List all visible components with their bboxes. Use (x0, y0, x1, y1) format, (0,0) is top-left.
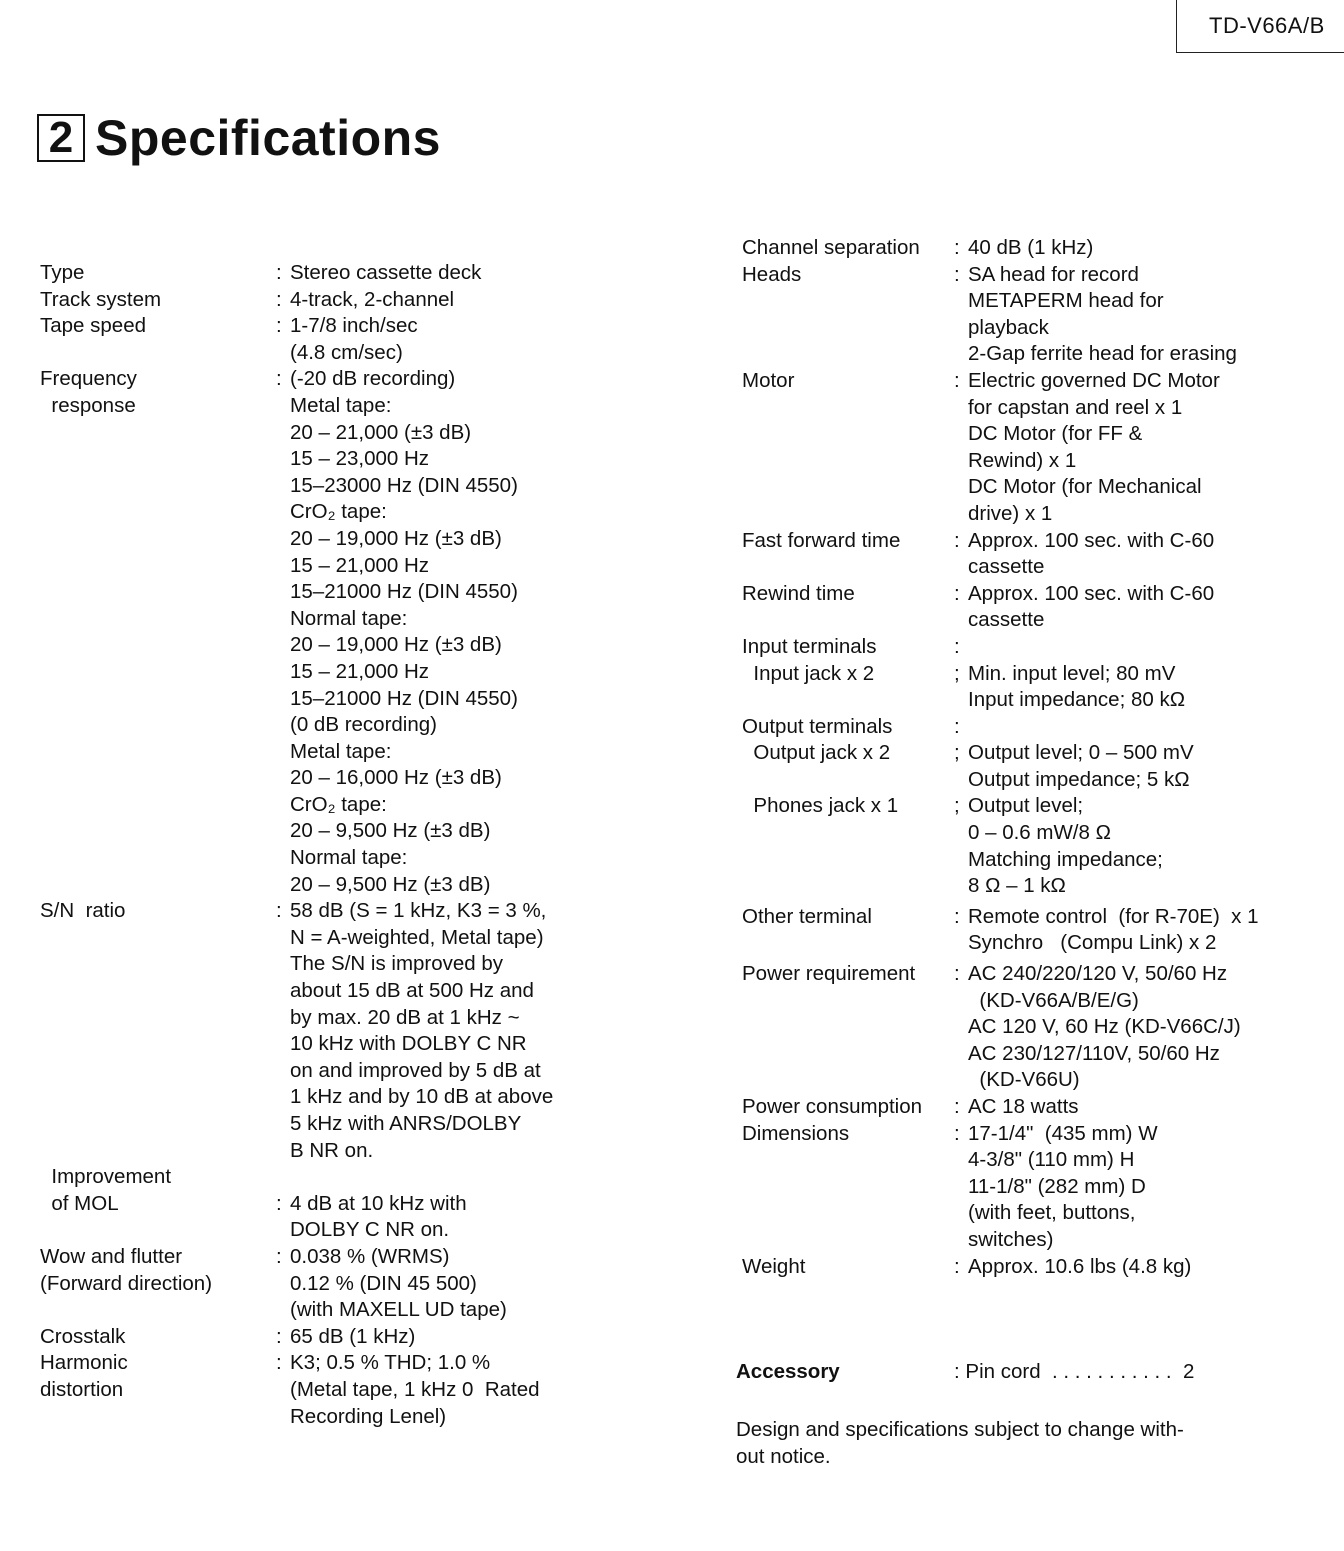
spec-value-line: DOLBY C NR on. (290, 1218, 450, 1242)
spec-values (968, 262, 1342, 368)
spec-row (742, 262, 1342, 368)
spec-separator: ; (954, 741, 960, 765)
spec-value-line: K3; 0.5 % THD; 1.0 % (290, 1351, 491, 1375)
spec-row (742, 1094, 1342, 1121)
spec-value-line: 20 – 9,500 Hz (±3 dB) (290, 819, 491, 843)
spec-value-line: AC 120 V, 60 Hz (KD-V66C/J) (968, 1015, 1241, 1039)
spec-value-line: (-20 dB recording) (290, 367, 456, 391)
spec-label: Output terminals (742, 714, 893, 738)
spec-value-line: AC 240/220/120 V, 50/60 Hz (968, 962, 1228, 986)
spec-separator: : (276, 1351, 282, 1375)
spec-value-line: AC 230/127/110V, 50/60 Hz (968, 1041, 1220, 1065)
spec-label: Tape speed (40, 314, 147, 338)
spec-values (968, 1121, 1342, 1254)
spec-row (742, 634, 1342, 661)
spec-value-line: Electric governed DC Motor (968, 368, 1220, 392)
spec-value-line: CrO₂ tape: (290, 500, 387, 524)
specs-left-column (40, 260, 600, 1430)
spec-value-line: 40 dB (1 kHz) (968, 236, 1094, 259)
spec-value-line: playback (968, 315, 1049, 339)
spec-values (968, 581, 1342, 634)
page-title (37, 108, 441, 168)
spec-label: Crosstalk (40, 1324, 126, 1348)
spec-label: Other terminal (742, 904, 872, 928)
spec-row (742, 661, 1342, 714)
spec-separator: : (276, 1244, 282, 1268)
spec-row (742, 1254, 1342, 1281)
disclaimer-note: Design and specifications subject to change with- out notice. (736, 1418, 1184, 1468)
spec-label: Weight (742, 1254, 806, 1278)
spec-row (742, 235, 1342, 262)
spec-value-line: 65 dB (1 kHz) (290, 1324, 416, 1348)
spec-label: Output jack x 2 (742, 741, 891, 765)
spec-values (290, 1324, 600, 1351)
spec-value-line: drive) x 1 (968, 501, 1053, 525)
spec-values (968, 1254, 1342, 1281)
spec-separator: : (276, 314, 282, 338)
spec-value-line: (KD-V66A/B/E/G) (968, 988, 1139, 1012)
spec-value-line: for capstan and reel x 1 (968, 395, 1183, 419)
spec-row (40, 1164, 600, 1244)
spec-value-line: 15–23000 Hz (DIN 4550) (290, 473, 518, 497)
spec-value-line: cassette (968, 555, 1045, 579)
spec-value-line: Approx. 100 sec. with C-60 (968, 528, 1215, 552)
spec-value-line: 0 – 0.6 mW/8 Ω (968, 821, 1111, 845)
spec-row (742, 793, 1342, 899)
spec-value-line: 1-7/8 inch/sec (290, 314, 418, 338)
spec-label: Wow and flutter (Forward direction) (40, 1244, 213, 1295)
spec-values (968, 714, 1342, 741)
spec-values (968, 368, 1342, 528)
spec-values (290, 898, 600, 1164)
spec-value-line: Synchro (Compu Link) x 2 (968, 931, 1217, 955)
spec-values (290, 1244, 600, 1324)
spec-values (968, 634, 1342, 661)
spec-value-line: Metal tape: (290, 393, 392, 417)
spec-separator: : (954, 634, 960, 658)
spec-value-line: 20 – 16,000 Hz (±3 dB) (290, 766, 502, 790)
spec-value-line: (with MAXELL UD tape) (290, 1298, 507, 1322)
spec-value-line: DC Motor (for Mechanical (968, 475, 1202, 499)
spec-label: Track system (40, 287, 162, 311)
spec-value-line: 15–21000 Hz (DIN 4550) (290, 580, 518, 604)
spec-value-line: Normal tape: (290, 846, 408, 870)
spec-value-line: Remote control (for R-70E) x 1 (968, 904, 1259, 928)
spec-separator: : (954, 1095, 960, 1118)
spec-value-line: cassette (968, 608, 1045, 632)
spec-separator: : (276, 1324, 282, 1348)
spec-value-line (290, 1164, 600, 1191)
spec-value-line: 20 – 19,000 Hz (±3 dB) (290, 526, 502, 550)
spec-value-line: 20 – 21,000 (±3 dB) (290, 420, 472, 444)
spec-value-line: 58 dB (S = 1 kHz, K3 = 3 %, (290, 899, 547, 923)
spec-value-line: Output impedance; 5 kΩ (968, 767, 1190, 791)
spec-values (968, 1094, 1342, 1121)
spec-value-line: CrO₂ tape: (290, 792, 387, 816)
accessory-row (736, 1360, 1194, 1384)
spec-value-line: Output level; 0 – 500 mV (968, 741, 1194, 765)
spec-value-line: 5 kHz with ANRS/DOLBY (290, 1112, 522, 1135)
spec-row (742, 961, 1342, 1094)
spec-label: Channel separation (742, 236, 920, 259)
spec-value-line: 20 – 9,500 Hz (±3 dB) (290, 872, 491, 896)
spec-value-line: METAPERM head for (968, 289, 1164, 313)
spec-values (968, 961, 1342, 1094)
spec-values (290, 260, 600, 287)
accessory-label: Accessory (736, 1360, 840, 1383)
spec-separator: : (954, 904, 960, 928)
spec-label: Frequency response (40, 367, 137, 417)
spec-value-line: 11-1/8" (282 mm) D (968, 1174, 1146, 1198)
accessory-value: : Pin cord . . . . . . . . . . . 2 (954, 1360, 1195, 1383)
spec-separator: : (954, 714, 960, 738)
spec-value-line: Approx. 10.6 lbs (4.8 kg) (968, 1254, 1192, 1278)
spec-label: Improvement of MOL (51, 1165, 172, 1215)
spec-row (40, 1324, 600, 1351)
spec-separator: ; (954, 794, 960, 818)
spec-row (40, 287, 600, 314)
spec-value-line (968, 634, 1342, 661)
spec-label: Motor (742, 368, 795, 392)
spec-value-line: (KD-V66U) (968, 1068, 1080, 1092)
spec-value-line: N = A-weighted, Metal tape) (290, 925, 544, 949)
spec-values (290, 366, 600, 898)
spec-label: S/N ratio (40, 899, 126, 923)
spec-label: Heads (742, 262, 802, 286)
spec-row (40, 1350, 600, 1430)
spec-label: Type (40, 261, 85, 284)
spec-value-line: 15 – 23,000 Hz (290, 447, 430, 471)
spec-value-line: 0.12 % (DIN 45 500) (290, 1271, 477, 1295)
spec-value-line: by max. 20 dB at 1 kHz ~ (290, 1005, 520, 1029)
section-number: 2 (37, 114, 85, 162)
spec-value-line: Approx. 100 sec. with C-60 (968, 581, 1215, 605)
spec-values (968, 793, 1342, 899)
spec-separator: : (276, 899, 282, 923)
spec-separator: : (276, 287, 282, 311)
spec-value-line: 4-3/8" (110 mm) H (968, 1148, 1135, 1172)
spec-row (742, 904, 1342, 957)
spec-label: Input terminals (742, 634, 877, 658)
spec-value-line: (4.8 cm/sec) (290, 340, 403, 364)
spec-value-line: The S/N is improved by (290, 952, 504, 976)
spec-value-line (968, 714, 1342, 741)
spec-label: Harmonic distortion (40, 1351, 128, 1401)
spec-label: Power consumption (742, 1095, 923, 1118)
spec-label: Input jack x 2 (742, 661, 875, 685)
spec-value-line: B NR on. (290, 1138, 374, 1162)
spec-separator: : (954, 1254, 960, 1278)
spec-row (742, 1121, 1342, 1254)
spec-value-line: on and improved by 5 dB at (290, 1058, 541, 1082)
section-title: Specifications (95, 110, 441, 166)
spec-value-line: Min. input level; 80 mV (968, 661, 1176, 685)
spec-value-line: Normal tape: (290, 606, 408, 630)
spec-value-line: SA head for record (968, 262, 1139, 286)
spec-row (40, 313, 600, 366)
spec-row (742, 581, 1342, 634)
spec-separator: : (954, 528, 960, 552)
spec-row (40, 260, 600, 287)
spec-row (40, 1244, 600, 1324)
spec-row (742, 368, 1342, 528)
specs-right-column (742, 235, 1342, 1280)
spec-value-line: Matching impedance; (968, 847, 1163, 871)
spec-values (968, 740, 1342, 793)
spec-value-line: 15 – 21,000 Hz (290, 659, 430, 683)
spec-value-line: 1 kHz and by 10 dB at above (290, 1085, 554, 1109)
spec-values (290, 1164, 600, 1244)
spec-row (742, 740, 1342, 793)
spec-value-line: 15–21000 Hz (DIN 4550) (290, 686, 518, 710)
spec-value-line: Stereo cassette deck (290, 261, 482, 284)
spec-value-line: (0 dB recording) (290, 713, 437, 737)
spec-values (968, 904, 1342, 957)
spec-values (290, 1350, 600, 1430)
spec-values (968, 661, 1342, 714)
spec-value-line: about 15 dB at 500 Hz and (290, 979, 534, 1003)
spec-values (290, 313, 600, 366)
spec-value-line: 4 dB at 10 kHz with (290, 1191, 467, 1215)
spec-value-line: 8 Ω – 1 kΩ (968, 874, 1066, 898)
spec-value-line: Output level; (968, 794, 1084, 818)
spec-value-line: Metal tape: (290, 739, 392, 763)
spec-value-line: (with feet, buttons, (968, 1201, 1136, 1225)
spec-label: Phones jack x 1 (742, 794, 899, 818)
spec-separator: : (954, 1121, 960, 1145)
spec-separator: : (954, 581, 960, 605)
model-number: TD-V66A/B (1209, 13, 1325, 38)
spec-value-line: 0.038 % (WRMS) (290, 1244, 450, 1268)
spec-row (742, 528, 1342, 581)
spec-label: Power requirement (742, 962, 916, 986)
spec-separator: : (954, 236, 960, 259)
spec-value-line: (Metal tape, 1 kHz 0 Rated (290, 1377, 540, 1401)
spec-separator: : (954, 368, 960, 392)
spec-row (40, 898, 600, 1164)
spec-value-line: Rewind) x 1 (968, 448, 1077, 472)
spec-separator: : (276, 367, 282, 391)
spec-separator: : (954, 262, 960, 286)
spec-value-line: 2-Gap ferrite head for erasing (968, 342, 1237, 366)
spec-separator: : (276, 261, 282, 284)
spec-label: Dimensions (742, 1121, 850, 1145)
spec-value-line: 10 kHz with DOLBY C NR (290, 1032, 527, 1056)
spec-separator: ; (954, 661, 960, 685)
spec-value-line: Input impedance; 80 kΩ (968, 688, 1186, 712)
spec-label: Rewind time (742, 581, 855, 605)
spec-values (290, 287, 600, 314)
spec-value-line: 15 – 21,000 Hz (290, 553, 430, 577)
spec-value-line: 17-1/4" (435 mm) W (968, 1121, 1158, 1145)
spec-value-line: AC 18 watts (968, 1095, 1079, 1118)
spec-value-line: DC Motor (for FF & (968, 422, 1143, 446)
spec-value-line: switches) (968, 1227, 1054, 1251)
spec-value-line: Recording Lenel) (290, 1404, 447, 1428)
spec-separator: : (954, 962, 960, 986)
spec-separator: : (276, 1191, 282, 1215)
spec-value-line: 20 – 19,000 Hz (±3 dB) (290, 633, 502, 657)
spec-values (968, 528, 1342, 581)
spec-label: Fast forward time (742, 528, 901, 552)
spec-row (742, 714, 1342, 741)
spec-row (40, 366, 600, 898)
spec-values (968, 235, 1342, 262)
spec-value-line: 4-track, 2-channel (290, 287, 455, 311)
model-number-box (1176, 0, 1344, 53)
